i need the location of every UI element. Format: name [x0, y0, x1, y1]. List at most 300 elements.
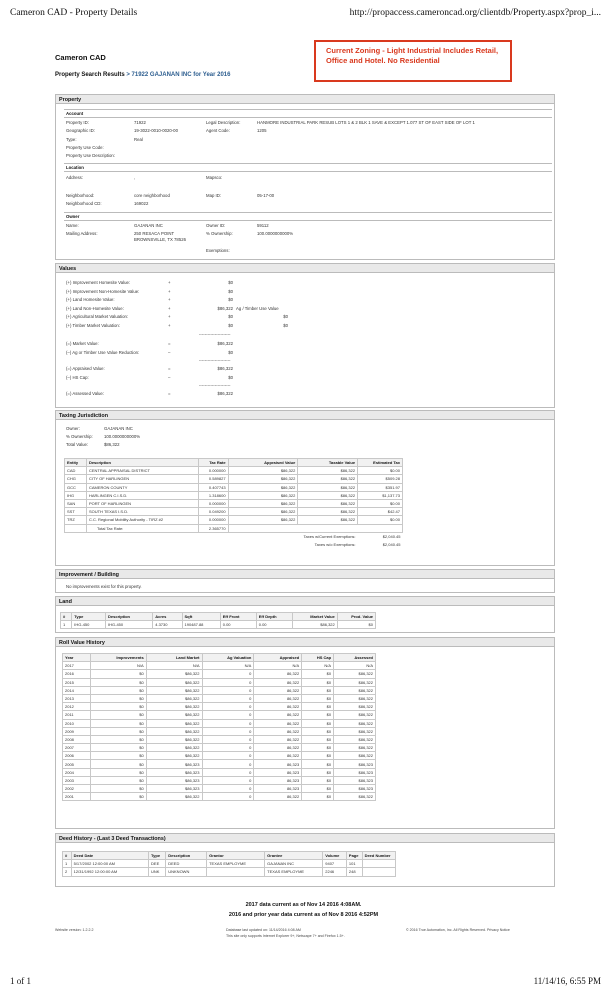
neighborhood-cd-label: Neighborhood CD: — [66, 201, 102, 206]
taxes-with-value: $2,040.45 — [382, 534, 401, 540]
table-cell: 86,322 — [254, 727, 302, 735]
table-cell: TEXAS EMPLOYME — [265, 868, 323, 876]
table-cell — [207, 868, 265, 876]
table-cell: 2009 — [63, 727, 91, 735]
table-cell: $42.47 — [358, 508, 403, 516]
table-cell: 1 — [63, 860, 72, 868]
agent-code-value: 1205 — [257, 128, 267, 133]
table-cell: $0.00 — [358, 516, 403, 524]
column-header: Page — [346, 852, 362, 860]
table-cell: $0 — [302, 776, 334, 784]
column-header: Appraised Value — [228, 459, 298, 467]
table-cell: 0 — [202, 711, 254, 719]
ag-reduction-label: (–) Ag or Timber Use Value Reduction: — [66, 349, 140, 355]
column-header: Entity — [65, 459, 87, 467]
table-header-row — [65, 459, 403, 467]
table-cell: $86,322 — [334, 678, 376, 686]
table-cell: 0.000000 — [198, 467, 228, 475]
table-cell: $86,322 — [298, 499, 358, 507]
column-header: Sqft — [182, 613, 220, 621]
table-cell: 86,322 — [254, 711, 302, 719]
table-cell: $86,322 — [298, 475, 358, 483]
table-cell: $86,322 — [228, 467, 298, 475]
legal-description-value: HANMORE INDUSTRIAL PARK RESUB LOTS 1 & 2 BLK 1 SAVE & EXCEPT 1.077 ST OF EAST SIDE OF LOT 1 — [257, 120, 475, 125]
mailing-line2: BROWNSVILLE, TX 78526 — [134, 237, 186, 242]
table-cell: 0 — [202, 686, 254, 694]
table-cell: $86,322 — [146, 719, 202, 727]
table-cell: $86,322 — [146, 686, 202, 694]
zoning-annotation: Current Zoning - Light Industrial Includes Retail, Office and Hotel. No Residential — [314, 40, 512, 82]
column-header: Type — [72, 613, 106, 621]
table-cell: $0 — [90, 776, 146, 784]
table-cell: $0 — [90, 793, 146, 801]
table-row — [63, 768, 376, 776]
value-row-0-op: + — [168, 280, 171, 285]
table-cell: $0 — [302, 703, 334, 711]
value-row-1-op: + — [168, 288, 171, 294]
print-url: http://propaccess.cameroncad.org/clientdb/Property.aspx?prop_i... — [349, 8, 601, 18]
values-section — [55, 263, 555, 408]
table-row — [63, 703, 376, 711]
table-cell: 86,322 — [254, 670, 302, 678]
value-row-0-value: $0 — [228, 280, 233, 285]
table-cell: $86,322 — [334, 735, 376, 743]
value-row-3-extra1: Ag / Timber Use Value — [236, 305, 279, 311]
table-cell — [65, 540, 229, 548]
table-row — [61, 621, 376, 629]
table-cell: IHG-450 — [106, 621, 153, 629]
divider — [64, 220, 552, 221]
table-cell: $86,322 — [298, 508, 358, 516]
table-cell: $351.97 — [358, 483, 403, 491]
table-cell — [362, 868, 395, 876]
tax-total-label: Total Value: — [66, 442, 89, 447]
use-description-label: Property Use Description: — [66, 153, 115, 158]
table-cell: GAJANAN INC — [265, 860, 323, 868]
results-link[interactable]: > 71922 GAJANAN INC for Year 2016 — [126, 72, 231, 78]
values-header: Values — [56, 264, 554, 273]
table-cell: 0 — [202, 785, 254, 793]
address-value: , — [134, 175, 136, 180]
table-cell: $0 — [90, 760, 146, 768]
type-label: Type: — [66, 137, 77, 142]
table-cell: $0 — [90, 711, 146, 719]
total-rate-value: 2.365770 — [198, 524, 228, 532]
taxes-with-label: Taxes w/Current Exemptions: — [303, 534, 356, 540]
table-cell: 86,322 — [254, 703, 302, 711]
table-cell: $86,322 — [334, 670, 376, 678]
taxes-without-row — [65, 540, 403, 548]
table-cell: $86,322 — [334, 711, 376, 719]
table-cell: $86,322 — [146, 678, 202, 686]
type-value: Real — [134, 137, 143, 142]
table-cell: 2003 — [63, 776, 91, 784]
table-cell: UNKNOWN — [166, 868, 207, 876]
table-row — [63, 686, 376, 694]
values-dash: ---------------------- — [199, 358, 231, 363]
tax-owner-label: Owner: — [66, 426, 80, 431]
table-cell: $86,322 — [228, 491, 298, 499]
table-cell: 2008 — [63, 735, 91, 743]
tax-ownership-label: % Ownership: — [66, 434, 93, 439]
table-cell: $0 — [90, 719, 146, 727]
table-cell: 86,322 — [254, 678, 302, 686]
database-updated: Database last updated on: 11/14/2016 4:08 AM — [226, 928, 301, 932]
table-cell: $86,322 — [334, 744, 376, 752]
table-cell: 0 — [202, 703, 254, 711]
assessed-value: $86,322 — [217, 391, 233, 396]
table-row — [63, 694, 376, 702]
table-cell: 2016 — [63, 670, 91, 678]
table-cell: $86,323 — [334, 760, 376, 768]
value-row-5-value: $0 — [228, 322, 233, 328]
table-cell: CITY OF HARLINGEN — [86, 475, 198, 483]
table-cell: CAD — [65, 467, 87, 475]
column-header: Acres — [153, 613, 182, 621]
owner-title: Owner — [66, 214, 80, 219]
column-header: Taxable Value — [298, 459, 358, 467]
roll-section — [55, 637, 555, 829]
owner-name-label: Name: — [66, 223, 79, 228]
table-cell: 1 — [61, 621, 72, 629]
value-row-2-op: + — [168, 297, 171, 302]
table-cell: GCC — [65, 483, 87, 491]
table-cell: 86,322 — [254, 686, 302, 694]
column-header: Tax Rate — [198, 459, 228, 467]
table-row — [65, 508, 403, 516]
table-cell: HARLINGEN C.I.S.D. — [86, 491, 198, 499]
table-cell: 86,323 — [254, 776, 302, 784]
taxes-without-label: Taxes w/o Exemptions: — [314, 541, 356, 547]
table-cell: 2001 — [63, 793, 91, 801]
assessed-op: = — [168, 391, 171, 396]
table-cell: SAN — [65, 499, 87, 507]
table-cell: $86,323 — [146, 785, 202, 793]
column-header: Description — [86, 459, 198, 467]
print-datetime: 11/14/16, 6:55 PM — [533, 976, 601, 986]
property-id-label: Property ID: — [66, 120, 89, 125]
table-cell: 2011 — [63, 711, 91, 719]
table-cell: 86,322 — [254, 752, 302, 760]
table-header-row — [63, 654, 376, 662]
column-header: Ag Valuation — [202, 654, 254, 662]
table-cell: 2005 — [63, 760, 91, 768]
table-cell: $86,323 — [334, 785, 376, 793]
data-current-2016: 2016 and prior year data current as of Nov 8 2016 4:52PM — [228, 912, 379, 918]
roll-header: Roll Value History — [56, 638, 554, 647]
divider — [64, 117, 552, 118]
map-id-value: 05-17-00 — [257, 193, 275, 198]
table-cell: $86,322 — [228, 475, 298, 483]
table-cell: $0 — [302, 760, 334, 768]
table-cell: $0 — [90, 703, 146, 711]
table-cell: 86,322 — [254, 744, 302, 752]
table-cell: $0 — [90, 735, 146, 743]
table-cell: 2004 — [63, 768, 91, 776]
geographic-id-value: 19-3022-0010-0020-00 — [134, 128, 178, 133]
ag-reduction-value: $0 — [228, 349, 233, 355]
table-cell: C.C. Regional Mobility Authority - TIRZ #2 — [86, 516, 198, 524]
table-cell: 12/31/1992 12:00:00 AM — [71, 868, 148, 876]
table-cell: $1,137.73 — [358, 491, 403, 499]
exemptions-label: Exemptions: — [206, 248, 230, 253]
table-cell: SOUTH TEXAS I.S.D. — [86, 508, 198, 516]
table-cell: $86,322 — [146, 711, 202, 719]
neighborhood-value: core neighborhood — [134, 193, 170, 198]
table-cell: $0 — [302, 735, 334, 743]
table-cell: 0.00 — [256, 621, 292, 629]
table-cell: 0 — [202, 768, 254, 776]
ownership-label: % Ownership: — [206, 231, 233, 236]
column-header: Deed Number — [362, 852, 395, 860]
value-row-3-op: + — [168, 305, 171, 311]
table-cell: 2010 — [63, 719, 91, 727]
map-id-label: Map ID: — [206, 193, 222, 198]
table-cell: TEXAS EMPLOYME — [207, 860, 265, 868]
website-version: Website version: 1.2.2.2 — [55, 928, 94, 932]
table-row — [63, 752, 376, 760]
table-cell: 0 — [202, 752, 254, 760]
table-cell: $0 — [302, 678, 334, 686]
land-header: Land — [56, 597, 554, 606]
column-header: Land Market — [146, 654, 202, 662]
table-cell: 4.3730 — [153, 621, 182, 629]
taxing-header: Taxing Jurisdiction — [56, 411, 554, 420]
table-cell: DEED — [166, 860, 207, 868]
table-cell: $509.28 — [358, 475, 403, 483]
table-cell: N/A — [90, 662, 146, 670]
mailing-line1: 250 RESACA POINT — [134, 231, 175, 236]
divider — [64, 109, 552, 110]
taxes-with-row — [65, 532, 403, 540]
column-header: Appraised — [254, 654, 302, 662]
account-title: Account — [66, 111, 84, 116]
table-cell: DEE — [149, 860, 166, 868]
table-cell: $86,323 — [146, 760, 202, 768]
table-cell: IHG-450 — [72, 621, 106, 629]
values-dash: ---------------------- — [199, 383, 231, 388]
table-cell: $86,322 — [146, 793, 202, 801]
table-cell: UNK — [149, 868, 166, 876]
value-row-2-value: $0 — [228, 297, 233, 302]
table-cell: 0 — [202, 744, 254, 752]
table-row — [63, 793, 376, 801]
deed-header: Deed History - (Last 3 Deed Transactions) — [56, 834, 554, 843]
table-cell: $86,322 — [228, 516, 298, 524]
table-cell: N/A — [202, 662, 254, 670]
column-header: Description — [166, 852, 207, 860]
table-cell: 86,322 — [254, 735, 302, 743]
table-cell: 0 — [202, 735, 254, 743]
appraised-value: $86,322 — [217, 366, 233, 371]
table-cell: 2017 — [63, 662, 91, 670]
table-cell: $0 — [90, 785, 146, 793]
column-header: Assessed — [334, 654, 376, 662]
table-cell: $0 — [337, 621, 375, 629]
table-cell: $0 — [90, 752, 146, 760]
table-cell: $86,322 — [334, 686, 376, 694]
value-row-4-value: $0 — [228, 314, 233, 319]
use-code-label: Property Use Code: — [66, 145, 104, 150]
neighborhood-label: Neighborhood: — [66, 193, 95, 198]
table-cell: 86,323 — [254, 760, 302, 768]
table-cell: $86,323 — [334, 776, 376, 784]
table-cell: $86,322 — [146, 727, 202, 735]
table-cell — [65, 532, 229, 540]
table-cell: $0 — [90, 670, 146, 678]
table-cell: $86,322 — [334, 727, 376, 735]
deed-table — [62, 851, 396, 877]
property-id-value: 71922 — [134, 120, 146, 125]
table-cell: 2007 — [63, 744, 91, 752]
neighborhood-cd-value: 169022 — [134, 201, 149, 206]
total-rate-label: Total Tax Rate: — [86, 524, 198, 532]
table-row — [65, 475, 403, 483]
total-rate-row — [65, 524, 403, 532]
table-cell: $86,322 — [146, 694, 202, 702]
owner-id-label: Owner ID: — [206, 223, 226, 228]
table-cell: $86,322 — [298, 491, 358, 499]
column-header: Grantee — [265, 852, 323, 860]
legal-description-label: Legal Description: — [206, 120, 241, 125]
table-cell: N/A — [146, 662, 202, 670]
table-row — [65, 467, 403, 475]
results-prefix: Property Search Results — [55, 72, 125, 78]
table-cell: $86,322 — [334, 752, 376, 760]
table-cell: PORT OF HARLINGEN — [86, 499, 198, 507]
table-cell: 248 — [346, 868, 362, 876]
divider — [64, 171, 552, 172]
table-cell: $86,322 — [146, 703, 202, 711]
value-row-5-op: + — [168, 322, 171, 328]
value-row-4-op: + — [168, 314, 171, 319]
hs-cap-op: – — [168, 374, 171, 380]
column-header: Estimated Tax — [358, 459, 403, 467]
agent-code-label: Agent Code: — [206, 128, 230, 133]
tax-total-value: $86,322 — [104, 442, 120, 447]
table-row — [63, 735, 376, 743]
table-cell: 86,322 — [254, 694, 302, 702]
value-row-3-label: (+) Land Non-Homesite Value: — [66, 305, 124, 311]
table-cell: $86,322 — [298, 516, 358, 524]
property-section — [55, 94, 555, 260]
table-row — [63, 678, 376, 686]
table-cell: 0.407743 — [198, 483, 228, 491]
table-cell: $0 — [302, 711, 334, 719]
table-cell: $0 — [302, 694, 334, 702]
column-header: Description — [106, 613, 153, 621]
owner-name-value: GAJANAN INC — [134, 223, 163, 228]
browser-support: This site only supports Internet Explorer 9+, Netscape 7+ and Firefox 1.5+. — [226, 934, 345, 938]
table-cell: CHG — [65, 475, 87, 483]
table-cell: 9407 — [323, 860, 347, 868]
table-row — [63, 719, 376, 727]
table-cell: 2015 — [63, 678, 91, 686]
table-row — [63, 785, 376, 793]
market-op: = — [168, 341, 171, 346]
column-header: Type — [149, 852, 166, 860]
market-value: $86,322 — [217, 341, 233, 346]
table-cell: 0.00 — [220, 621, 256, 629]
column-header: # — [61, 613, 72, 621]
taxing-table — [64, 458, 403, 549]
table-cell — [362, 860, 395, 868]
table-cell: 2013 — [63, 694, 91, 702]
column-header: Grantor — [207, 852, 265, 860]
taxes-without-value: $2,040.45 — [382, 541, 401, 547]
mailing-address-label: Mailing Address: — [66, 231, 98, 236]
value-row-0-label: (+) Improvement Homesite Value: — [66, 280, 131, 285]
table-cell: $86,322 — [228, 483, 298, 491]
table-cell: 0 — [202, 670, 254, 678]
column-header: HS Cap — [302, 654, 334, 662]
table-cell: $0 — [90, 694, 146, 702]
table-cell: 86,323 — [254, 768, 302, 776]
table-cell: $0 — [302, 719, 334, 727]
table-cell: $86,322 — [334, 719, 376, 727]
table-cell: 5/17/2002 12:00:00 AM — [71, 860, 148, 868]
print-title: Cameron CAD - Property Details — [10, 8, 138, 18]
table-cell: $86,322 — [334, 694, 376, 702]
column-header: Prod. Value — [337, 613, 375, 621]
appraised-op: = — [168, 366, 171, 371]
table-cell: $86,322 — [292, 621, 337, 629]
table-row — [63, 744, 376, 752]
table-cell: $86,322 — [146, 735, 202, 743]
table-cell: 190487.88 — [182, 621, 220, 629]
table-row — [63, 670, 376, 678]
table-row — [65, 483, 403, 491]
table-cell: $86,322 — [298, 483, 358, 491]
table-cell: $86,323 — [146, 776, 202, 784]
table-cell: $86,322 — [228, 499, 298, 507]
copyright[interactable]: © 2016 True Automation, Inc. All Rights Reserved. Privacy Notice — [406, 928, 510, 932]
property-header: Property — [56, 95, 554, 104]
table-cell: $0 — [302, 785, 334, 793]
column-header: Deed Date — [71, 852, 148, 860]
table-cell: SST — [65, 508, 87, 516]
table-cell: 0.589827 — [198, 475, 228, 483]
table-row — [63, 776, 376, 784]
assessed-label: (=) Assessed Value: — [66, 391, 105, 396]
table-cell: $0 — [302, 686, 334, 694]
table-cell: 0 — [202, 760, 254, 768]
table-cell — [65, 524, 87, 532]
table-cell: 2 — [63, 868, 72, 876]
table-cell: $0 — [90, 686, 146, 694]
table-cell: $0.00 — [358, 467, 403, 475]
column-header: Market Value — [292, 613, 337, 621]
table-cell: 86,322 — [254, 793, 302, 801]
value-row-5-label: (+) Timber Market Valuation: — [66, 322, 121, 328]
table-cell: 0 — [202, 694, 254, 702]
land-section — [55, 596, 555, 633]
print-page-number: 1 of 1 — [10, 976, 31, 986]
table-row — [63, 711, 376, 719]
column-header: Eff Depth — [256, 613, 292, 621]
table-cell: 2014 — [63, 686, 91, 694]
table-header-row — [61, 613, 376, 621]
table-cell: $0 — [302, 793, 334, 801]
table-row — [63, 868, 396, 876]
table-cell: $86,322 — [334, 793, 376, 801]
tax-ownership-value: 100.0000000000% — [104, 434, 141, 439]
value-row-1-value: $0 — [228, 288, 233, 294]
table-cell: TRZ — [65, 516, 87, 524]
deed-section — [55, 833, 555, 887]
mapsco-label: Mapsco: — [206, 175, 223, 180]
value-row-3-value: $86,322 — [217, 305, 233, 311]
